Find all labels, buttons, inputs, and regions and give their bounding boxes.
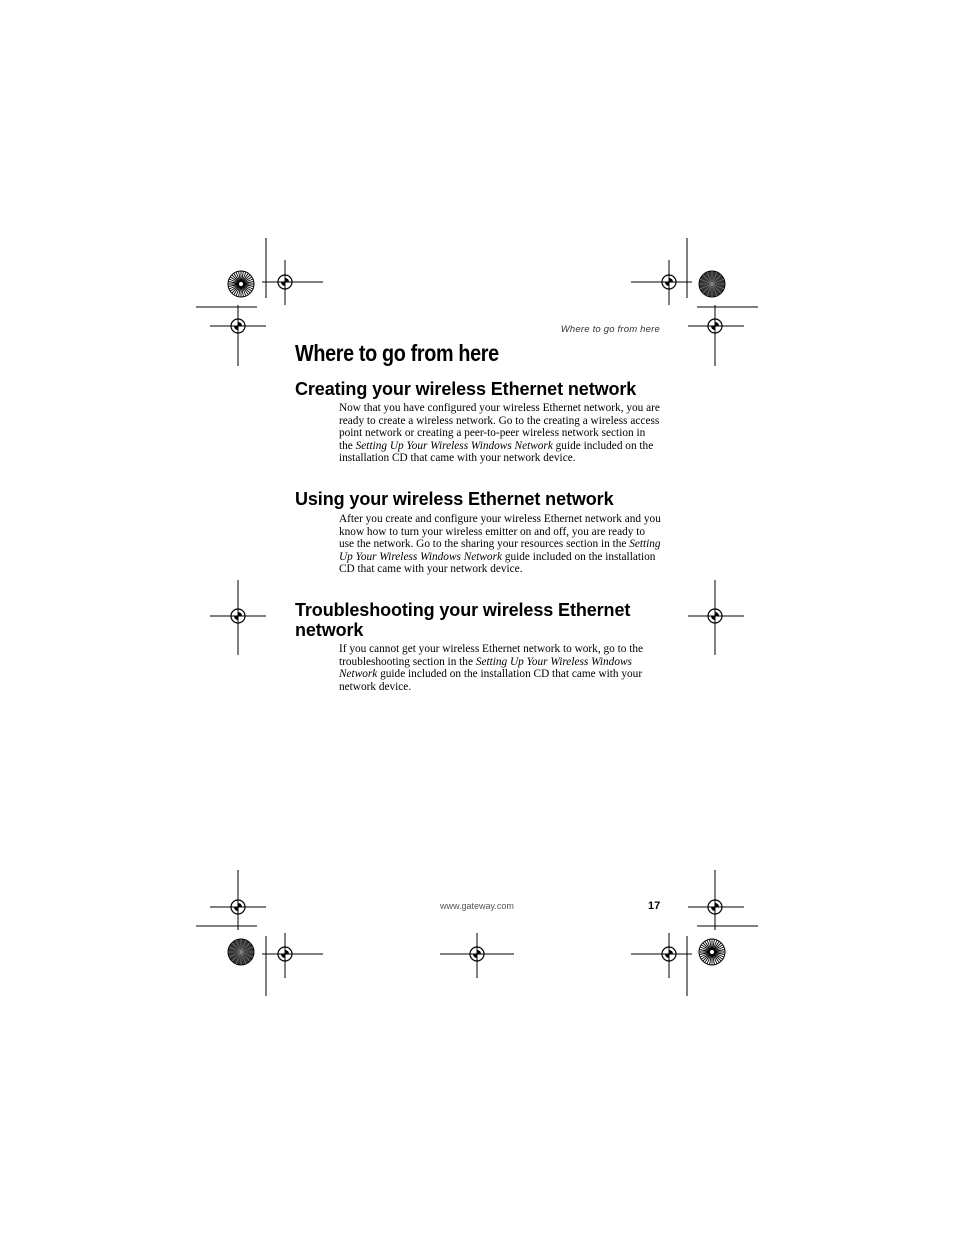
guide-title: Setting Up Your Wireless Windows Network [339,538,661,563]
page-number: 17 [648,900,661,912]
section-heading-creating: Creating your wireless Ethernet network [295,379,637,399]
running-header: Where to go from here [560,324,660,335]
page-title: Where to go from here [295,340,499,366]
section-body-using: After you create and configure your wireless Ethernet network and you know how to turn your wireless emitter on and off, you are ready to use the network. Go to the sharing your resources section in the Setting Up Your Wireless Windows Network guide included on the installation CD that came with your network device. [339,513,661,576]
section-heading-using: Using your wireless Ethernet network [295,489,614,509]
section-heading-troubleshooting: Troubleshooting your wireless Ethernet network [295,600,631,640]
guide-title: Setting Up Your Wireless Windows Network [355,439,553,452]
footer-url: www.gateway.com [440,901,514,911]
section-body-troubleshooting: If you cannot get your wireless Ethernet network to work, go to the troubleshooting section in the Setting Up Your Wireless Windows Network guide included on the installation CD that came with your network device. [339,643,643,693]
guide-title: Setting Up Your Wireless Windows Network [339,655,632,681]
section-body-creating: Now that you have configured your wireless Ethernet network, you are ready to create a wireless network. Go to the creating a wireless access point network or creating a peer-to-peer wireless network section in the Setting Up Your Wireless Windows Network guide included on the installation CD that came with your network device. [339,402,660,465]
